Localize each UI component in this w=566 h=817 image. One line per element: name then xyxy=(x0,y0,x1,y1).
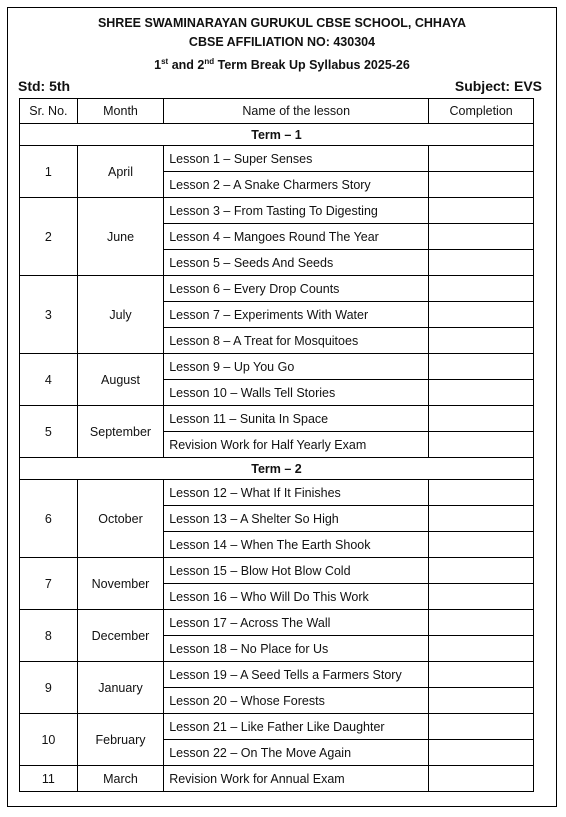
completion-cell xyxy=(429,354,534,380)
lesson-cell: Lesson 3 – From Tasting To Digesting xyxy=(164,198,429,224)
table-row xyxy=(20,480,534,506)
lesson-cell: Lesson 17 – Across The Wall xyxy=(164,610,429,636)
month-cell: November xyxy=(77,558,163,610)
term-row xyxy=(20,124,534,146)
syllabus-title: 1st and 2nd Term Break Up Syllabus 2025-26 xyxy=(154,57,410,73)
lesson-cell: Revision Work for Half Yearly Exam xyxy=(164,432,429,458)
lesson-cell: Lesson 5 – Seeds And Seeds xyxy=(164,250,429,276)
column-header: Name of the lesson xyxy=(164,99,429,124)
lesson-cell: Lesson 10 – Walls Tell Stories xyxy=(164,380,429,406)
month-cell: December xyxy=(77,610,163,662)
lesson-cell: Lesson 13 – A Shelter So High xyxy=(164,506,429,532)
column-header: Completion xyxy=(429,99,534,124)
syllabus-table xyxy=(19,98,534,792)
serial-number-cell: 6 xyxy=(20,480,78,558)
completion-cell xyxy=(429,328,534,354)
table-row xyxy=(20,406,534,432)
completion-cell xyxy=(429,406,534,432)
lesson-cell: Lesson 1 – Super Senses xyxy=(164,146,429,172)
table-row xyxy=(20,766,534,792)
table-row xyxy=(20,276,534,302)
month-cell: October xyxy=(77,480,163,558)
table-row xyxy=(20,198,534,224)
month-cell: July xyxy=(77,276,163,354)
lesson-cell: Revision Work for Annual Exam xyxy=(164,766,429,792)
serial-number-cell: 1 xyxy=(20,146,78,198)
completion-cell xyxy=(429,432,534,458)
completion-cell xyxy=(429,610,534,636)
completion-cell xyxy=(429,224,534,250)
month-cell: March xyxy=(77,766,163,792)
completion-cell xyxy=(429,662,534,688)
completion-cell xyxy=(429,146,534,172)
lesson-cell: Lesson 9 – Up You Go xyxy=(164,354,429,380)
lesson-cell: Lesson 14 – When The Earth Shook xyxy=(164,532,429,558)
month-cell: January xyxy=(77,662,163,714)
subject-label: Subject: EVS xyxy=(454,78,542,94)
serial-number-cell: 7 xyxy=(20,558,78,610)
serial-number-cell: 8 xyxy=(20,610,78,662)
lesson-cell: Lesson 4 – Mangoes Round The Year xyxy=(164,224,429,250)
lesson-cell: Lesson 22 – On The Move Again xyxy=(164,740,429,766)
table-row xyxy=(20,354,534,380)
month-cell: April xyxy=(77,146,163,198)
completion-cell xyxy=(429,688,534,714)
completion-cell xyxy=(429,480,534,506)
completion-cell xyxy=(429,558,534,584)
completion-cell xyxy=(429,302,534,328)
completion-cell xyxy=(429,506,534,532)
completion-cell xyxy=(429,740,534,766)
lesson-cell: Lesson 11 – Sunita In Space xyxy=(164,406,429,432)
lesson-cell: Lesson 7 – Experiments With Water xyxy=(164,302,429,328)
document-header xyxy=(8,14,556,75)
column-header: Month xyxy=(77,99,163,124)
serial-number-cell: 2 xyxy=(20,198,78,276)
meta-row xyxy=(18,78,542,94)
table-header-row xyxy=(20,99,534,124)
completion-cell xyxy=(429,276,534,302)
lesson-cell: Lesson 18 – No Place for Us xyxy=(164,636,429,662)
completion-cell xyxy=(429,172,534,198)
column-header: Sr. No. xyxy=(20,99,78,124)
month-cell: June xyxy=(77,198,163,276)
school-name: SHREE SWAMINARAYAN GURUKUL CBSE SCHOOL, CHHAYA xyxy=(97,16,467,30)
lesson-cell: Lesson 2 – A Snake Charmers Story xyxy=(164,172,429,198)
table-row xyxy=(20,610,534,636)
serial-number-cell: 10 xyxy=(20,714,78,766)
table-row xyxy=(20,558,534,584)
table-row xyxy=(20,146,534,172)
completion-cell xyxy=(429,636,534,662)
completion-cell xyxy=(429,714,534,740)
table-row xyxy=(20,714,534,740)
month-cell: September xyxy=(77,406,163,458)
lesson-cell: Lesson 20 – Whose Forests xyxy=(164,688,429,714)
serial-number-cell: 11 xyxy=(20,766,78,792)
serial-number-cell: 3 xyxy=(20,276,78,354)
table-row xyxy=(20,662,534,688)
completion-cell xyxy=(429,380,534,406)
term-row xyxy=(20,458,534,480)
standard-label: Std: 5th xyxy=(18,78,71,94)
lesson-cell: Lesson 19 – A Seed Tells a Farmers Story xyxy=(164,662,429,688)
month-cell: February xyxy=(77,714,163,766)
completion-cell xyxy=(429,250,534,276)
completion-cell xyxy=(429,532,534,558)
serial-number-cell: 9 xyxy=(20,662,78,714)
serial-number-cell: 5 xyxy=(20,406,78,458)
month-cell: August xyxy=(77,354,163,406)
lesson-cell: Lesson 12 – What If It Finishes xyxy=(164,480,429,506)
completion-cell xyxy=(429,584,534,610)
lesson-cell: Lesson 16 – Who Will Do This Work xyxy=(164,584,429,610)
term-heading: Term – 1 xyxy=(20,124,534,146)
completion-cell xyxy=(429,198,534,224)
serial-number-cell: 4 xyxy=(20,354,78,406)
completion-cell xyxy=(429,766,534,792)
lesson-cell: Lesson 8 – A Treat for Mosquitoes xyxy=(164,328,429,354)
lesson-cell: Lesson 15 – Blow Hot Blow Cold xyxy=(164,558,429,584)
lesson-cell: Lesson 21 – Like Father Like Daughter xyxy=(164,714,429,740)
lesson-cell: Lesson 6 – Every Drop Counts xyxy=(164,276,429,302)
term-heading: Term – 2 xyxy=(20,458,534,480)
affiliation-number: CBSE AFFILIATION NO: 430304 xyxy=(188,35,376,49)
